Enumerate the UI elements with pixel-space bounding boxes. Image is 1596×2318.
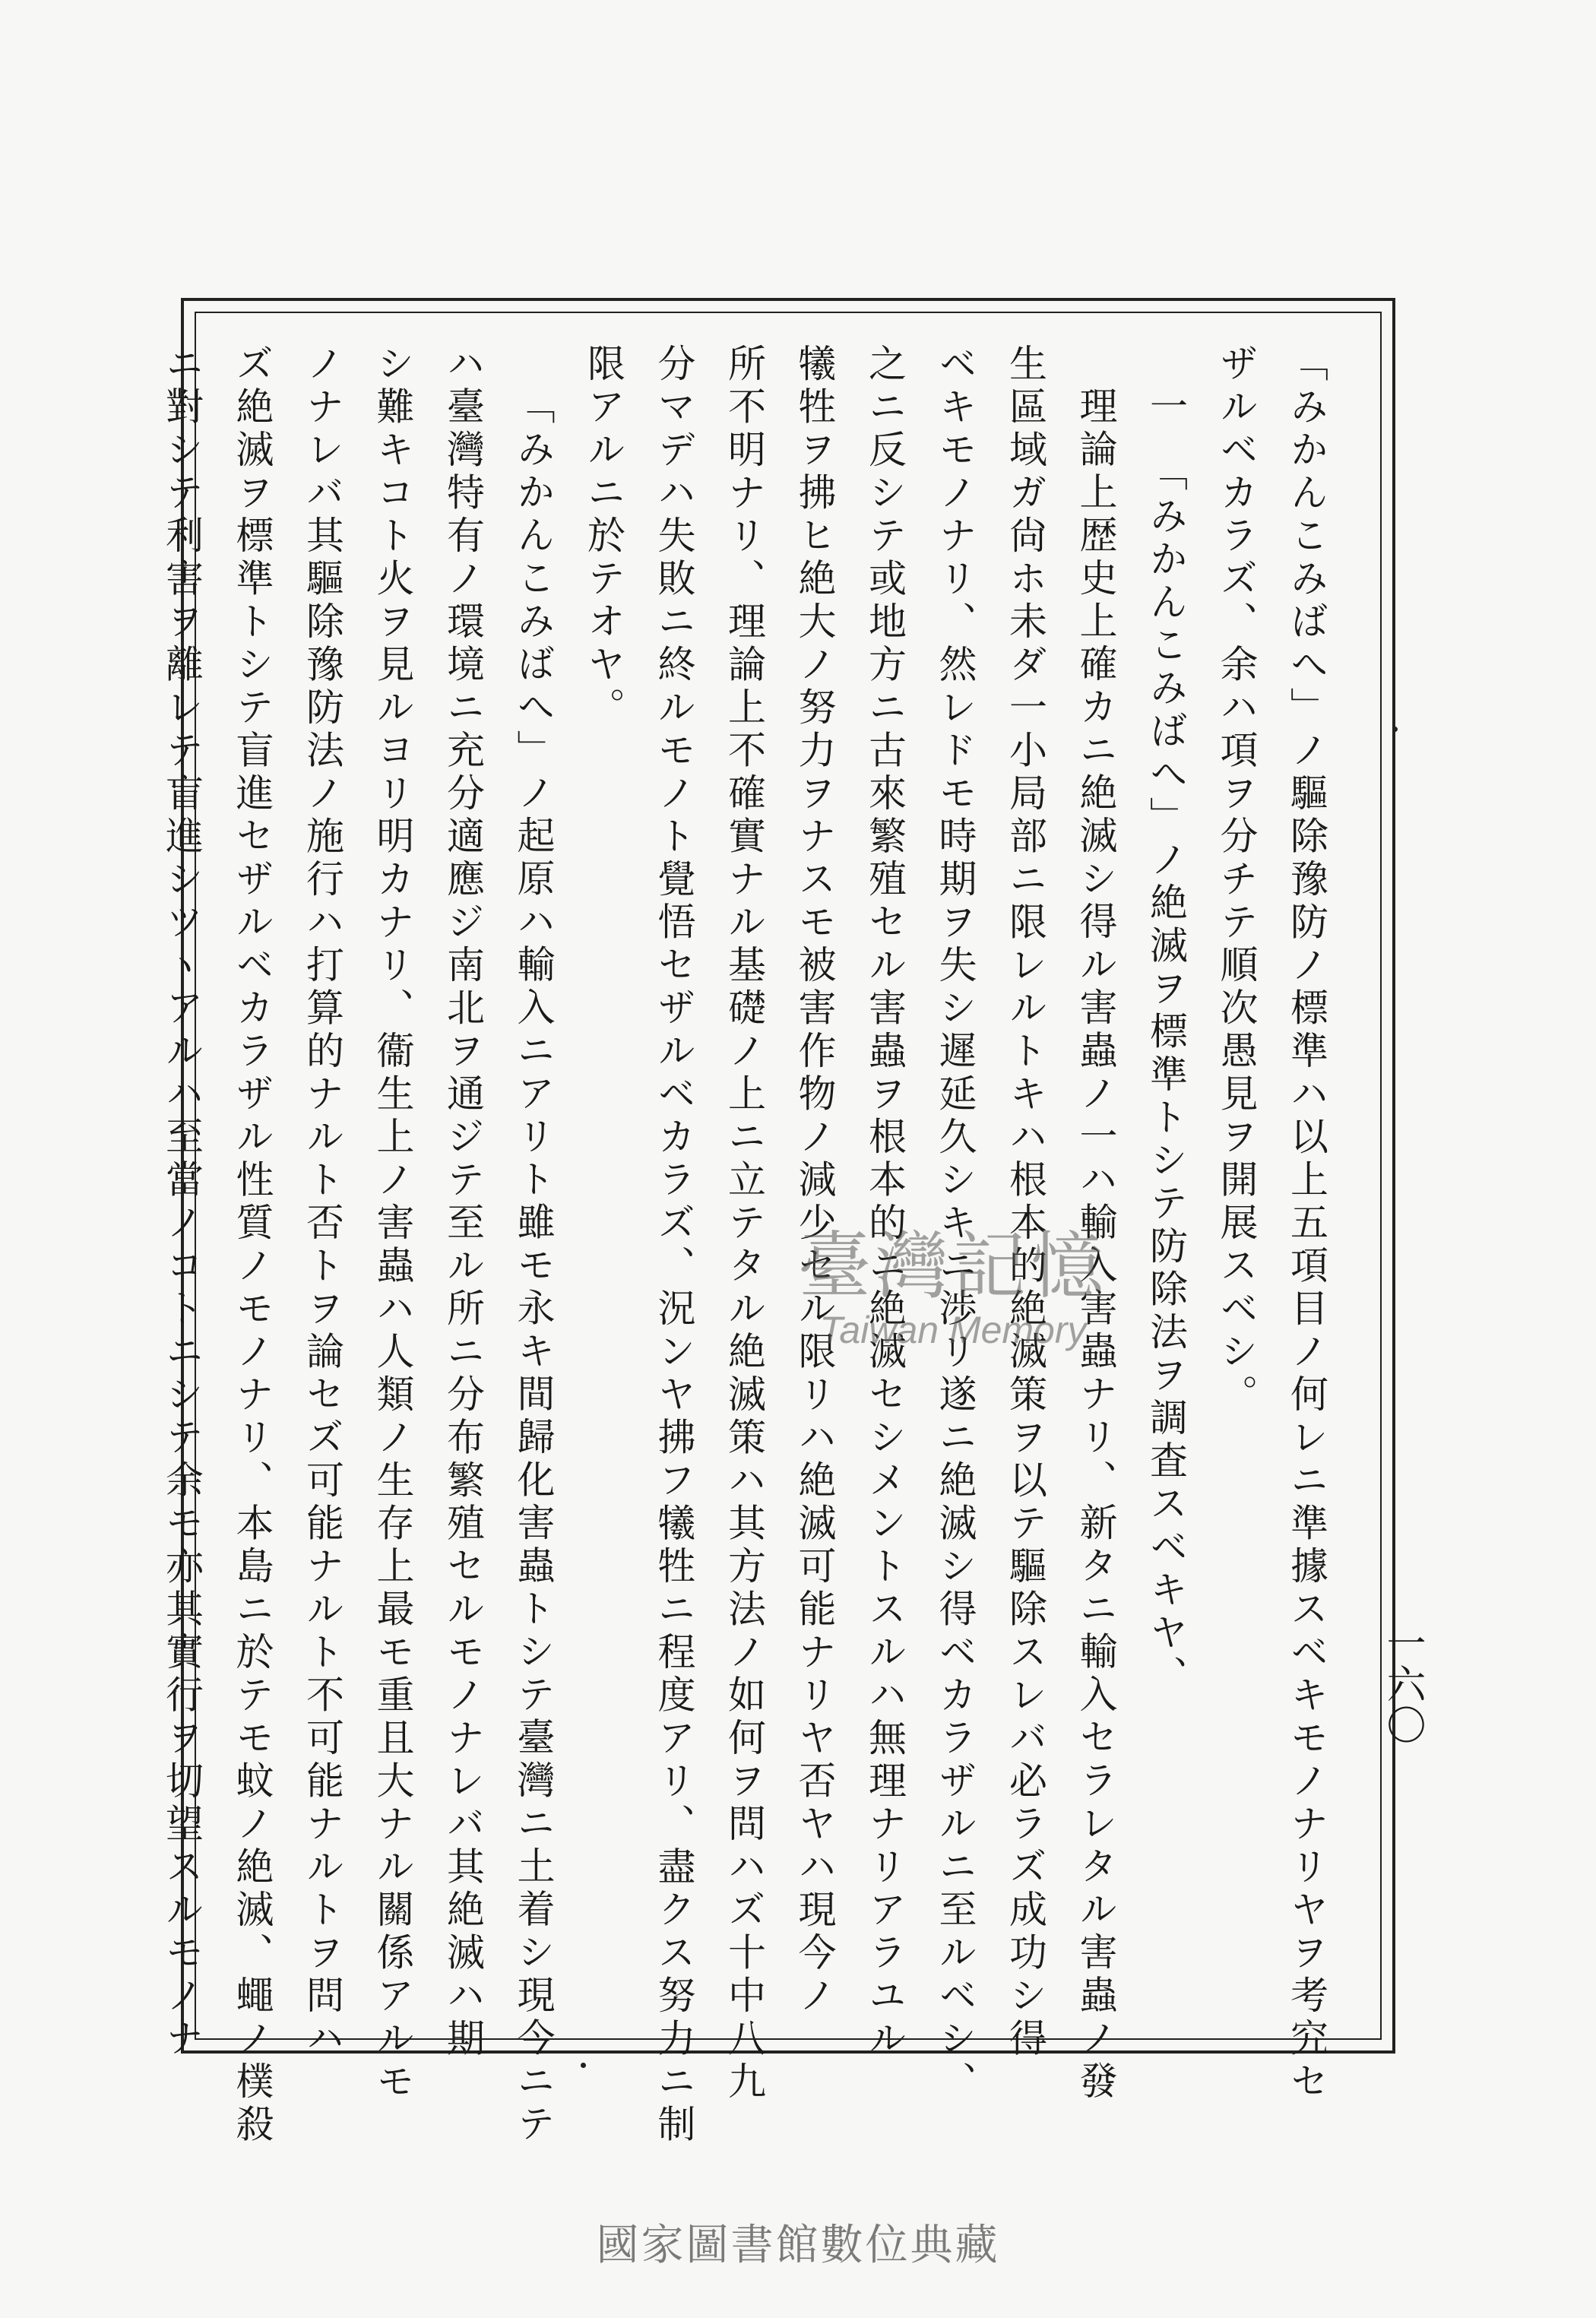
footer-credit: 國家圖書館數位典藏 [596,2221,1000,2270]
text-column: ザルベカラズ、余ハ項ヲ分チテ順次愚見ヲ開展スベシ。 [1214,344,1259,1417]
text-column: 「みかんこみばへ」ノ起原ハ輸入ニアリト雖モ永キ間歸化害蟲トシテ臺灣ニ土着シ現今ニテ [511,386,556,2147]
text-column: ズ絶滅ヲ標準トシテ盲進セザルベカラザル性質ノモノナリ、本島ニ於テモ蚊ノ絶滅、蠅ノ樸殺 [230,344,274,2147]
text-column: 之ニ反シテ或地方ニ古來繁殖セル害蟲ヲ根本的ニ絶滅セシメントスルハ無理ナリアラユル [863,344,907,2061]
text-column: 所不明ナリ、理論上不確實ナル基礎ノ上ニ立テタル絶滅策ハ其方法ノ如何ヲ問ハズ十中八九 [722,344,766,2104]
watermark [798,1208,1108,1352]
text-column: 一 「みかんこみばへ」ノ絶滅ヲ標準トシテ防除法ヲ調査スベキヤ、 [1144,386,1188,1699]
text-column: ノナレバ其驅除豫防法ノ施行ハ打算的ナルト否トヲ論セズ可能ナルト不可能ナルトヲ問ハ [300,344,344,2061]
watermark-latin: Taiwan Memory [819,1309,1087,1351]
text-column: 犧牲ヲ拂ヒ絶大ノ努力ヲナスモ被害作物ノ減少セル限リハ絶滅可能ナリヤ否ヤハ現今ノ [792,344,837,2019]
text-column: 分マデハ失敗ニ終ルモノト覺悟セザルベカラズ、況ンヤ拂フ犧牲ニ程度アリ、盡クス努力ニ制 [651,344,696,2147]
text-column: 「みかんこみばへ」ノ驅除豫防ノ標準ハ以上五項目ノ何レニ準據スベキモノナリヤヲ考究セ [1284,344,1328,2104]
border-dot [581,2063,586,2068]
text-column: 限アルニ於テオヤ。 [581,344,625,730]
text-column: 理論上歴史上確カニ絶滅シ得ル害蟲ノ一ハ輸入害蟲ナリ、新タニ輸入セラレタル害蟲ノ發 [1073,386,1118,2104]
text-column: 生區域ガ尙ホ未ダ一小局部ニ限レルトキハ根本的絶滅策ヲ以テ驅除スレバ必ラズ成功シ得 [1003,344,1047,2061]
text-column: シ難キコト火ヲ見ルヨリ明カナリ、衞生上ノ害蟲ハ人類ノ生存上最モ重且大ナル關係アルモ [370,344,415,2104]
border-dot [1392,727,1398,732]
page-number: 一六〇 [1379,1623,1425,1746]
text-column: ハ臺灣特有ノ環境ニ充分適應ジ南北ヲ通ジテ至ル所ニ分布繁殖セルモノナレバ其絶滅ハ期 [441,344,485,2061]
watermark-text: 臺灣記憶 [798,1224,1108,1309]
text-column: ニ對シテ利害ヲ離レテ盲進シツヽアルハ至當ノコトニシテ余モ亦其實行ヲ切望スルモノナ [160,344,204,2061]
text-column: ベキモノナリ、然レドモ時期ヲ失シ遲延久シキニ渉リ遂ニ絶滅シ得ベカラザルニ至ルベシ、 [933,344,977,2104]
vertical-text-body [160,344,1341,2147]
